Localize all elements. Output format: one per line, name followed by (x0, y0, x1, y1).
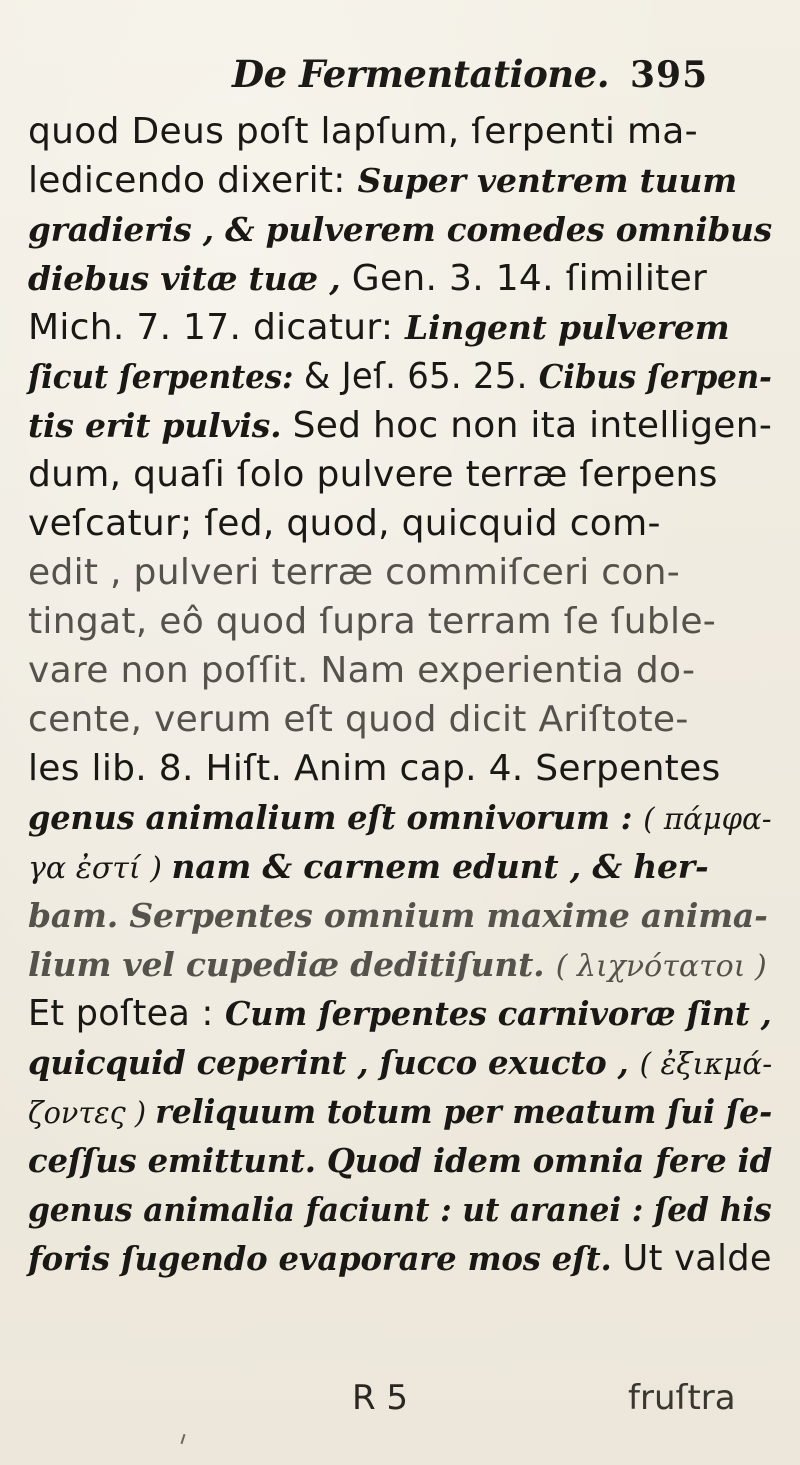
signature-mark: R 5 (352, 1378, 409, 1418)
text-span: Super ventrem tuum (357, 161, 737, 200)
text-line (28, 841, 708, 893)
text-line (28, 106, 698, 156)
text-span: quicquid ceperint , ſucco exucto , (28, 1043, 640, 1082)
text-span: & Jeſ. 65. 25. (303, 356, 539, 397)
text-line (28, 302, 729, 352)
text-span: ( λιχνότατοι ) (555, 949, 767, 984)
text-line (28, 498, 661, 548)
text-span: Ut valde (622, 1238, 772, 1279)
text-span: tingat, eô quod ſupra terram ſe ſuble- (28, 601, 717, 642)
text-line (28, 253, 707, 303)
text-span: Gen. 3. 14. ſimiliter (351, 258, 708, 299)
page-number: 395 (630, 54, 709, 96)
text-span: Lingent pulverem (405, 308, 730, 347)
text-span: cente, verum eſt quod dicit Ariſtote- (28, 699, 689, 740)
text-span: nam & carnem edunt , & her- (171, 847, 709, 886)
text-span: reliquum totum per meatum ſui ſe- (155, 1092, 773, 1131)
text-line (28, 400, 772, 450)
running-title: De Fermentatione. (232, 52, 610, 96)
text-span: Mich. 7. 17. dicatur: (28, 307, 406, 348)
catchword: fruſtra (628, 1378, 736, 1418)
text-span: veſcatur; ſed, quod, quicquid com- (28, 503, 661, 544)
text-span: ζοντες ) (28, 1096, 156, 1131)
text-span: gradieris , & pulverem comedes omnibus (28, 210, 772, 249)
text-span: edit , pulveri terræ commiſceri con- (28, 552, 681, 593)
text-span: ſicut ſerpentes: (28, 357, 304, 396)
text-line (28, 1037, 772, 1089)
text-line (28, 596, 716, 646)
text-line (28, 1233, 772, 1283)
text-span: quod Deus poſt lapſum, ſerpenti ma- (28, 111, 698, 152)
text-span: diebus vitæ tuæ , (28, 259, 352, 298)
text-span: ceſſus emittunt. Quod idem omnia fere id (28, 1141, 772, 1180)
text-span: genus animalium eſt omnivorum : (28, 798, 644, 837)
paper-speck (181, 1434, 186, 1444)
text-span: bam. Serpentes omnium maxime anima- (28, 896, 768, 935)
text-line (28, 1135, 772, 1185)
page-footer (0, 1378, 800, 1428)
text-line (28, 1184, 772, 1234)
text-span: Cibus ſerpen- (538, 357, 772, 396)
text-span: lium vel cupediæ deditiſunt. (28, 945, 556, 984)
text-span: dum, quaſi ſolo pulvere terræ ſerpens (28, 454, 718, 495)
text-span: γα ἐστί ) (28, 851, 172, 886)
text-line (28, 792, 772, 844)
text-span: foris ſugendo evaporare mos eſt. (28, 1239, 623, 1278)
text-span: ledicendo dixerit: (28, 160, 358, 201)
text-span: ( πάμφα- (643, 802, 772, 837)
text-line (28, 547, 680, 597)
text-line (28, 645, 695, 695)
text-span: tis erit pulvis. (28, 406, 293, 445)
text-span: Et poſtea : (28, 993, 225, 1034)
text-line (28, 694, 689, 744)
text-span: Sed hoc non ita intelligen- (292, 405, 773, 446)
text-line (28, 743, 721, 793)
text-line (28, 351, 772, 401)
text-span: les lib. 8. Hiſt. Anim cap. 4. Serpentes (28, 748, 721, 789)
text-span: vare non poſſit. Nam experientia do- (28, 650, 696, 691)
text-line (28, 204, 772, 254)
text-line (28, 155, 737, 205)
page-header (0, 52, 800, 112)
text-line (28, 988, 772, 1038)
text-line (28, 449, 718, 499)
text-line (28, 1086, 772, 1138)
text-line (28, 939, 767, 991)
text-line (28, 890, 768, 940)
text-span: Cum ſerpentes carnivoræ ſint , (224, 994, 772, 1033)
text-span: genus animalia faciunt : ut aranei : ſed his (28, 1190, 772, 1229)
text-span: ( ἐξικμά- (639, 1047, 773, 1082)
